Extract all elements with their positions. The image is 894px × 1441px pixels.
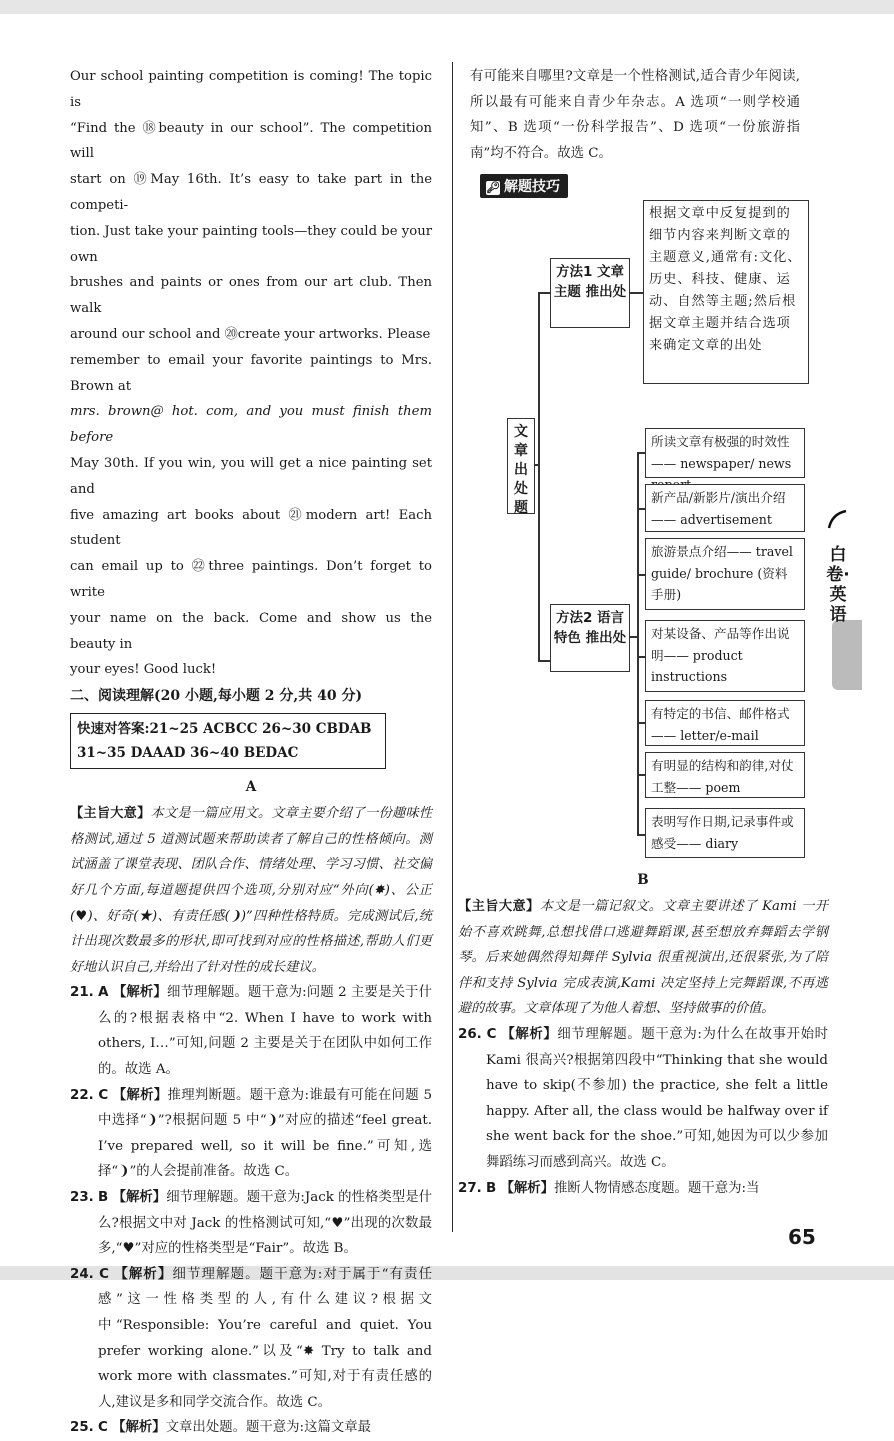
main-idea-label: 【主旨大意】 <box>458 899 540 914</box>
passage-line: around our school and ⑳create your artworks. Please <box>70 326 431 342</box>
answer-item <box>70 1262 432 1416</box>
leaf-advertisement: 新产品/新影片/演出介绍—— advertisement <box>645 484 805 532</box>
leaf-travel-guide: 旅游景点介绍—— travel guide/ brochure (资料手册) <box>645 538 805 610</box>
passage-line: tion. Just take your painting tools—they could be your own <box>70 223 432 265</box>
leaf-instructions: 对某设备、产品等作出说明—— product instructions <box>645 620 805 692</box>
item-number: 21. <box>70 985 94 1001</box>
part-b-section <box>458 866 828 1201</box>
passage-line: your eyes! Good luck! <box>70 662 217 678</box>
leaf-newspaper: 所读文章有极强的时效性—— newspaper/ news <box>645 428 805 478</box>
item-answer: C <box>98 1087 109 1103</box>
scan-top-edge <box>0 0 894 14</box>
item-tag: 【解析】 <box>112 1189 167 1206</box>
passage-line: mrs. brown@ hot. com, and you must finish them before <box>70 404 432 446</box>
curve-mark <box>826 508 848 530</box>
leaf-diary: 表明写作日期,记录事件或感受—— diary <box>645 808 805 858</box>
leaf-poem: 有明显的结构和韵律,对仗工整—— poem <box>645 752 805 798</box>
connector <box>637 722 645 724</box>
main-idea-text: 本文是一篇记叙文。文章主要讲述了 Kami 一开始不喜欢跳舞,总想找借口逃避舞蹈课,甚至想放弃舞蹈去学钢琴。后来她偶然得知舞伴 Sylvia 很重视演出,还很紧张,为了陪伴和支持 Sylvia 完成表演,Kami 决定坚持上完舞蹈课,不再逃避的故事。文章体现了为他人着想、坚持做事的价值。 <box>458 899 828 1017</box>
quick-answers-box <box>70 713 386 769</box>
diagram-root: 文章出处题 <box>507 418 535 514</box>
item-number: 27. <box>458 1180 482 1196</box>
item-number: 22. <box>70 1087 94 1103</box>
item-tag: 【解析】 <box>112 984 167 1001</box>
item-answer: B <box>98 1190 109 1206</box>
main-idea-b <box>458 894 828 1022</box>
main-idea-label: 【主旨大意】 <box>70 806 151 822</box>
item-answer: C <box>99 1266 109 1282</box>
answer-item <box>70 1083 432 1185</box>
item-text: 推理判断题。题干意为:谁最有可能在问题 5 中选择“❩”?根据问题 5 中“❩”对应的描述“feel great. I’ve prepared well, so it will be fine.”可知,选择“❩”的人会提前准备。故选 C。 <box>98 1087 432 1180</box>
item-tag: 【解析】 <box>112 1419 166 1436</box>
item-text: 细节理解题。题干意为:问题 2 主要是关于什么的?根据表格中“2. When I have to work with others, I…”可知,问题 2 主要是关于在团队中如何工作的。故选 A。 <box>98 985 433 1078</box>
passage-line: five amazing art books about ㉑modern art! Each student <box>70 507 432 549</box>
passage-line: can email up to ㉒three paintings. Don’t forget to write <box>70 559 432 600</box>
connector <box>538 292 540 662</box>
item-text: 细节理解题。题干意为:为什么在故事开始时 Kami 很高兴?根据第四段中“Thinking that she would have to skip(不参加) the practice, she felt a little happy. After all, the class would be halfway over if she went back for the shoe.”可知,她因为可以少参加舞蹈练习而感到高兴。故选 C。 <box>486 1026 828 1170</box>
passage-cloze <box>70 64 432 683</box>
method-2-box: 方法2 语言特色 推出处 <box>550 604 630 672</box>
page-number: 65 <box>788 1225 816 1249</box>
answer-item <box>70 1415 432 1441</box>
answer-item <box>458 1176 828 1202</box>
left-column <box>70 64 432 1441</box>
part-heading: B <box>637 872 649 888</box>
side-label: 白卷·英语 <box>826 545 850 625</box>
item-tag: 【解析】 <box>112 1086 168 1103</box>
item-number: 24. <box>70 1266 94 1282</box>
connector <box>637 656 645 658</box>
passage-line: your name on the back. Come and show us the beauty in <box>70 610 432 652</box>
item-answer: C <box>98 1420 108 1436</box>
section-title: 二、阅读理解(20 小题,每小题 2 分,共 40 分) <box>70 688 363 705</box>
passage-line: start on ⑲May 16th. It’s easy to take part in the competi- <box>70 172 432 213</box>
skill-label: 解题技巧 <box>504 179 560 196</box>
item-text: 细节理解题。题干意为:对于属于“有责任感”这一性格类型的人,有什么建议?根据文中“Responsible: You’re careful and quiet. You prefer working alone.”以及“✸ Try to talk and work more with classmates.”可知,对于有责任感的人,建议是多和同学交流合作。故选 C。 <box>98 1266 433 1410</box>
answer-item <box>70 980 432 1082</box>
connector <box>637 574 645 576</box>
method-1-box: 方法1 文章主题 推出处 <box>550 258 630 328</box>
answers-line: 31~35 DAAAD 36~40 BEDAC <box>77 745 299 762</box>
item-number: 25. <box>70 1420 94 1436</box>
answers-line: 快速对答案:21~25 ACBCC 26~30 CBDAB <box>77 721 372 738</box>
item-number: 23. <box>70 1190 94 1206</box>
main-idea-text: 本文是一篇应用文。文章主要介绍了一份趣味性格测试,通过 5 道测试题来帮助读者了解自己的性格倾向。测试涵盖了课堂表现、团队合作、情绪处理、学习习惯、社交偏好几个方面,每道题提供四个选项,分别对应“外向(✸)、公正(♥)、好奇(★)、有责任感(❩)”四种性格特质。完成测试后,统计出现次数最多的形状,即可找到对应的性格描述,帮助人们更好地认识自己,并给出了针对性的成长建议。 <box>70 806 433 975</box>
item-tag: 【解析】 <box>500 1179 555 1196</box>
key-icon: 🔑︎ <box>486 181 500 195</box>
item-25-continuation: 有可能来自哪里?文章是一个性格测试,适合青少年阅读,所以最有可能来自青少年杂志。A 选项“一则学校通知”、B 选项“一份科学报告”、D 选项“一份旅游指南”均不符合。故选 C。 <box>470 69 800 161</box>
part-heading: A <box>245 779 257 796</box>
leaf-letter: 有特定的书信、邮件格式—— letter/e-mail <box>645 700 805 746</box>
main-idea <box>70 801 432 980</box>
connector <box>637 834 645 836</box>
connector <box>637 452 645 454</box>
item-answer: B <box>486 1180 497 1196</box>
item-answer: A <box>98 985 109 1001</box>
answer-item <box>458 1022 828 1176</box>
connector <box>637 508 645 510</box>
connector <box>637 774 645 776</box>
column-divider <box>452 62 453 1232</box>
answer-item <box>70 1185 432 1262</box>
connector <box>538 292 550 294</box>
passage-line: remember to email your favorite paintings to Mrs. Brown at <box>70 352 432 394</box>
item-tag: 【解析】 <box>501 1025 558 1042</box>
method-1-desc: 根据文章中反复提到的细节内容来判断文章的主题意义,通常有:文化、历史、科技、健康、运动、自然等主题;然后根据文章主题并结合选项来确定文章的出处 <box>643 200 809 384</box>
passage-line: Our school painting competition is coming! The topic is <box>70 69 432 110</box>
item-text: 细节理解题。题干意为:Jack 的性格类型是什么?根据文中对 Jack 的性格测试可知,“♥”出现的次数最多,“♥”对应的性格类型是“Fair”。故选 B。 <box>98 1190 433 1257</box>
connector <box>628 292 643 294</box>
passage-line: “Find the ⑱beauty in our school”. The competition will <box>70 120 432 162</box>
passage-line: brushes and paints or ones from our art club. Then walk <box>70 275 432 317</box>
item-text: 推断人物情感态度题。题干意为:当 <box>554 1180 760 1196</box>
right-column <box>470 64 830 202</box>
skill-heading <box>480 174 568 198</box>
item-text: 文章出处题。题干意为:这篇文章最 <box>165 1420 372 1436</box>
item-answer: C <box>486 1026 497 1042</box>
passage-line: May 30th. If you win, you will get a nice painting set and <box>70 455 432 497</box>
connector <box>538 660 550 662</box>
side-tab <box>832 620 862 690</box>
item-number: 26. <box>458 1026 482 1042</box>
item-tag: 【解析】 <box>114 1265 173 1282</box>
